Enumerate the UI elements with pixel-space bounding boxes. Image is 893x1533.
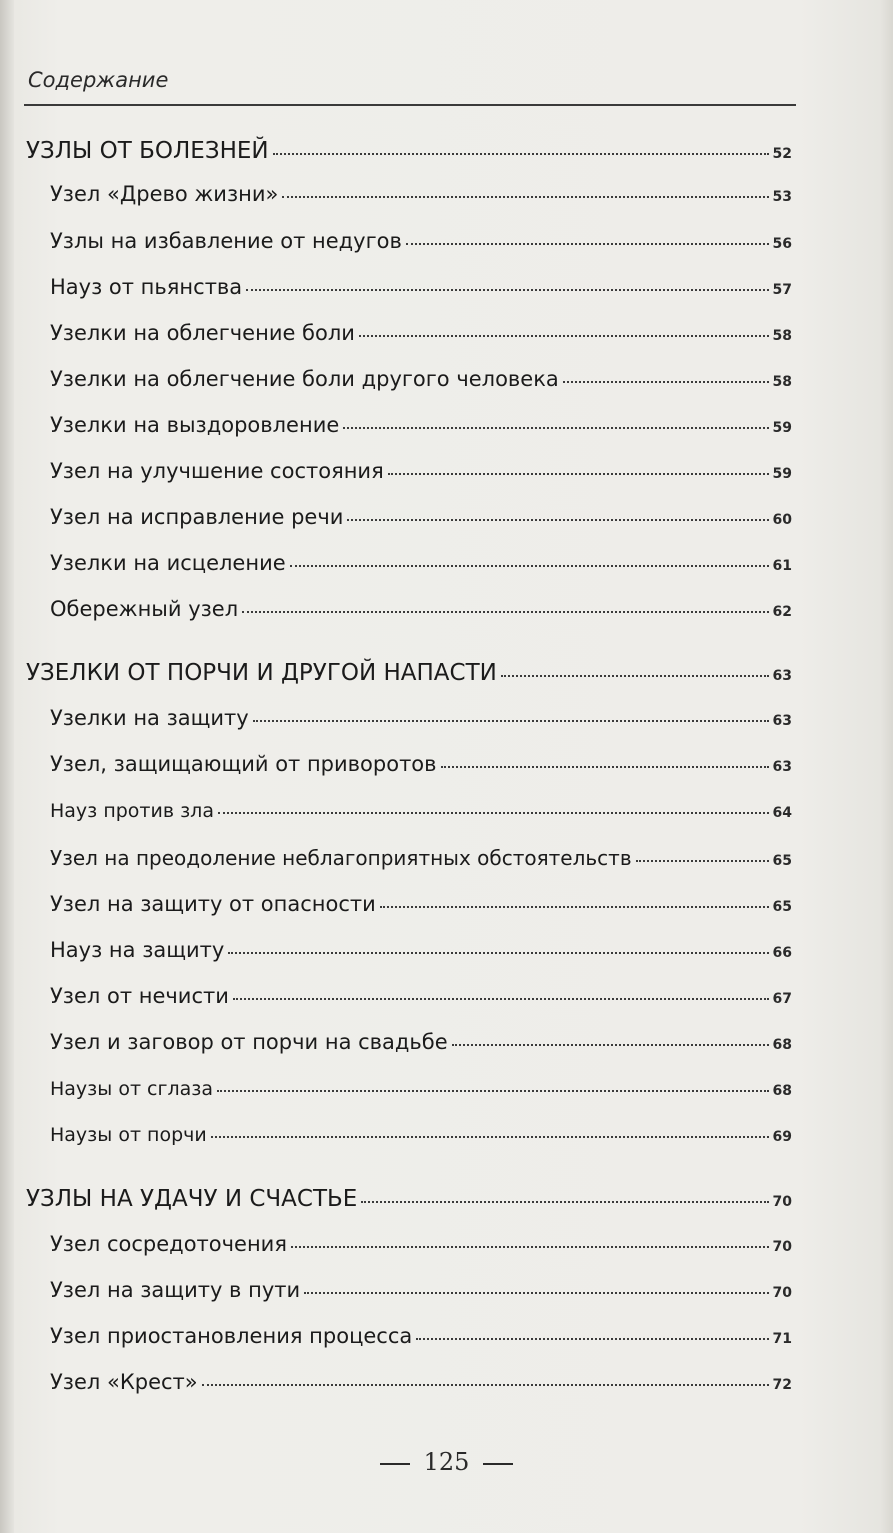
toc-entry-title: Узел, защищающий от приворотов xyxy=(50,752,437,776)
toc-entry xyxy=(50,321,792,345)
toc-leader xyxy=(218,811,769,814)
toc-page-number: 59 xyxy=(772,466,792,482)
toc-entry xyxy=(50,367,792,391)
toc-leader xyxy=(361,1200,768,1203)
toc-leader xyxy=(359,334,769,337)
toc-leader xyxy=(380,905,769,908)
toc-page-number: 61 xyxy=(772,558,792,574)
toc-entry xyxy=(50,1232,792,1256)
toc-entry xyxy=(50,846,792,870)
toc-page-number: 59 xyxy=(772,420,792,436)
toc-leader xyxy=(343,426,768,429)
toc-page-number: 52 xyxy=(772,146,792,162)
toc-leader xyxy=(246,288,768,291)
toc-entry xyxy=(50,182,792,206)
toc-leader xyxy=(202,1383,769,1386)
toc-leader xyxy=(416,1337,768,1340)
toc-entry-title: Узелки на облегчение боли другого человека xyxy=(50,367,559,391)
toc-page-number: 72 xyxy=(772,1377,792,1393)
toc-entry-title: Узел приостановления процесса xyxy=(50,1324,413,1348)
page-edge xyxy=(0,0,14,1533)
toc-entry-title: Обережный узел xyxy=(50,597,239,621)
toc-entry-title: Узелки на облегчение боли xyxy=(50,321,355,345)
toc-entry xyxy=(50,413,792,437)
toc-entry xyxy=(50,938,792,962)
toc-page-number: 70 xyxy=(772,1239,792,1255)
toc-page-number: 57 xyxy=(772,282,792,298)
toc-entry-title: Узел на защиту от опасности xyxy=(50,892,376,916)
toc-page-number: 70 xyxy=(772,1194,792,1210)
toc-page-number: 58 xyxy=(772,374,792,390)
toc-entry-title: Узелки на выздоровление xyxy=(50,413,340,437)
toc-entry xyxy=(50,706,792,730)
toc-entry xyxy=(50,752,792,776)
toc-leader xyxy=(636,859,769,862)
toc-page-number: 60 xyxy=(772,512,792,528)
toc-entry xyxy=(50,1124,792,1146)
toc-entry-title: Науз на защиту xyxy=(50,938,225,962)
toc-entry xyxy=(50,597,792,621)
toc-leader xyxy=(253,719,769,722)
toc-leader xyxy=(290,564,769,567)
toc-section xyxy=(26,1186,792,1212)
toc-entry xyxy=(50,505,792,529)
toc-page-number: 66 xyxy=(772,945,792,961)
toc-page-number: 63 xyxy=(772,713,792,729)
toc-page-number: 62 xyxy=(772,604,792,620)
toc-leader xyxy=(211,1135,769,1138)
toc-leader xyxy=(282,195,768,198)
toc-page-number: 70 xyxy=(772,1285,792,1301)
toc-page-number: 58 xyxy=(772,328,792,344)
toc-entry-title: Науз от пьянства xyxy=(50,275,243,299)
toc-page-number: 65 xyxy=(772,853,792,869)
toc-leader xyxy=(501,674,769,677)
toc-leader xyxy=(228,951,768,954)
toc-page-number: 63 xyxy=(772,759,792,775)
toc-page-number: 68 xyxy=(772,1037,792,1053)
header-rule xyxy=(24,104,796,106)
toc-section-title: УЗЛЫ НА УДАЧУ И СЧАСТЬЕ xyxy=(26,1186,358,1212)
toc-entry xyxy=(50,800,792,822)
toc-leader xyxy=(233,997,769,1000)
toc-leader xyxy=(291,1245,769,1248)
toc-entry-title: Наузы от сглаза xyxy=(50,1078,214,1100)
page-number: 125 xyxy=(423,1448,470,1476)
toc-section-title: УЗЕЛКИ ОТ ПОРЧИ И ДРУГОЙ НАПАСТИ xyxy=(26,660,497,686)
toc-leader xyxy=(217,1089,769,1092)
toc-entry xyxy=(50,1278,792,1302)
toc-entry-title: Узел на защиту в пути xyxy=(50,1278,301,1302)
toc-entry-title: Узел сосредоточения xyxy=(50,1232,287,1256)
toc-leader xyxy=(441,765,769,768)
toc-page-number: 63 xyxy=(772,668,792,684)
toc-entry xyxy=(50,229,792,253)
toc-page-number: 53 xyxy=(772,189,792,205)
toc-leader xyxy=(563,380,769,383)
toc-entry xyxy=(50,984,792,1008)
toc-entry xyxy=(50,892,792,916)
toc-leader xyxy=(388,472,769,475)
toc-page-number: 56 xyxy=(772,236,792,252)
toc-section xyxy=(26,138,792,164)
toc-entry-title: Узел от нечисти xyxy=(50,984,229,1008)
toc-entry-title: Узел и заговор от порчи на свадьбе xyxy=(50,1030,448,1054)
toc-entry-title: Наузы от порчи xyxy=(50,1124,207,1146)
toc-page-number: 64 xyxy=(772,805,792,821)
toc-entry xyxy=(50,1370,792,1394)
toc-leader xyxy=(452,1043,769,1046)
toc-entry-title: Узлы на избавление от недугов xyxy=(50,229,402,253)
toc-entry xyxy=(50,275,792,299)
toc-leader xyxy=(406,242,769,245)
toc-entry-title: Узел на преодоление неблагоприятных обстоятельств xyxy=(50,846,632,870)
toc-page-number: 67 xyxy=(772,991,792,1007)
toc-entry-title: Узелки на исцеление xyxy=(50,551,286,575)
page-footer xyxy=(0,1448,893,1476)
toc-page-number: 68 xyxy=(772,1083,792,1099)
running-header: Содержание xyxy=(28,68,169,92)
toc-section-title: УЗЛЫ ОТ БОЛЕЗНЕЙ xyxy=(26,138,269,164)
toc-entry xyxy=(50,551,792,575)
toc-entry-title: Узел «Древо жизни» xyxy=(50,182,279,206)
toc-entry xyxy=(50,1078,792,1100)
toc-page-number: 65 xyxy=(772,899,792,915)
toc-entry xyxy=(50,1324,792,1348)
toc-leader xyxy=(347,518,768,521)
toc-entry-title: Узел «Крест» xyxy=(50,1370,198,1394)
footer-dash xyxy=(483,1463,513,1465)
footer-dash xyxy=(380,1463,410,1465)
toc-entry xyxy=(50,459,792,483)
toc-entry-title: Науз против зла xyxy=(50,800,214,822)
toc-entry xyxy=(50,1030,792,1054)
toc-leader xyxy=(304,1291,768,1294)
toc-entry-title: Узелки на защиту xyxy=(50,706,249,730)
toc-page-number: 71 xyxy=(772,1331,792,1347)
toc-leader xyxy=(273,152,769,155)
toc-section xyxy=(26,660,792,686)
toc-page-number: 69 xyxy=(772,1129,792,1145)
toc-leader xyxy=(242,610,768,613)
toc-entry-title: Узел на улучшение состояния xyxy=(50,459,384,483)
toc-entry-title: Узел на исправление речи xyxy=(50,505,344,529)
